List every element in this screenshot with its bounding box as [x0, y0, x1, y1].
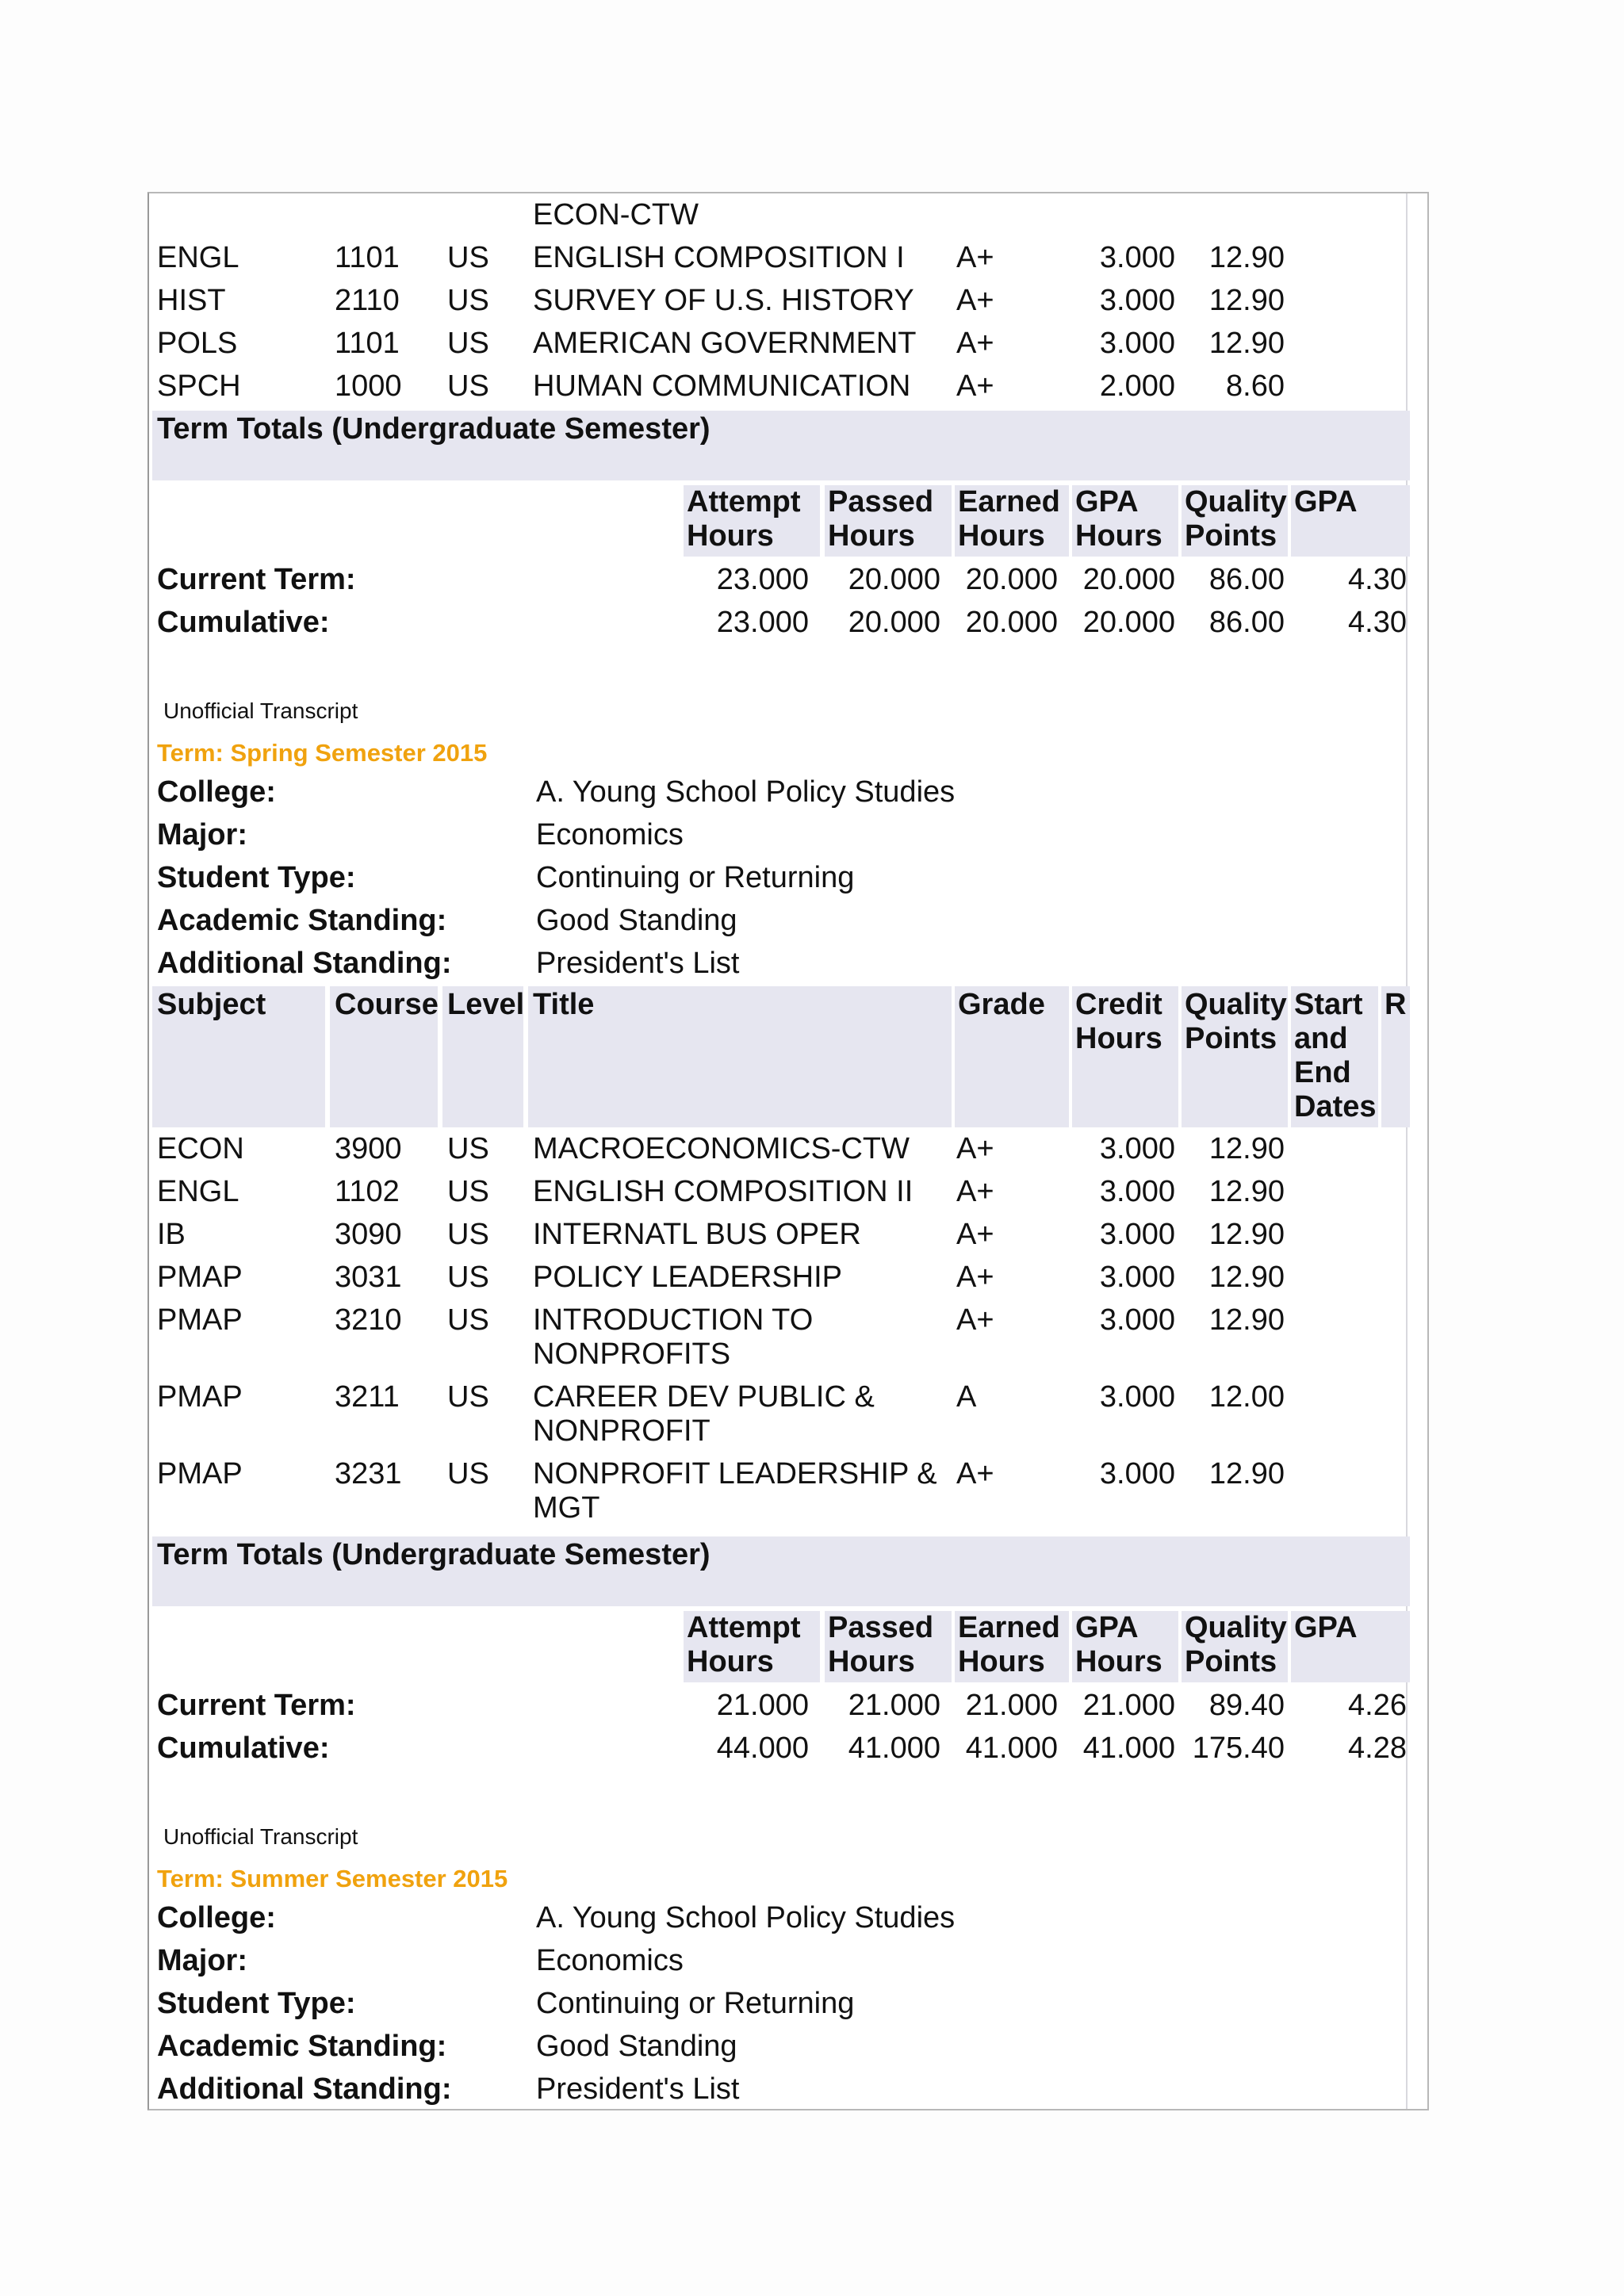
column-divider	[1406, 193, 1408, 2109]
quality-points-cell: 8.60	[1226, 369, 1285, 403]
additional-standing-value: President's List	[536, 2072, 740, 2106]
course-cell: 3211	[335, 1380, 400, 1414]
subject-cell: IB	[157, 1218, 186, 1251]
level-cell: US	[447, 284, 489, 317]
quality-points-value: 89.40	[1208, 1689, 1285, 1722]
credit-hours-header: Credit Hours	[1075, 988, 1162, 1055]
quality-points-cell: 12.90	[1208, 1132, 1285, 1165]
credit-hours-cell: 3.000	[1099, 1457, 1175, 1490]
credit-hours-cell: 3.000	[1099, 1218, 1175, 1251]
major-label: Major:	[157, 1944, 247, 1977]
earned-hours-header: Earned Hours	[958, 485, 1060, 553]
subject-cell: PMAP	[157, 1380, 243, 1414]
attempt-hours-value: 23.000	[716, 563, 809, 596]
start-end-dates-header: Start and End Dates	[1294, 988, 1377, 1123]
student-type-label: Student Type:	[157, 861, 356, 894]
subject-cell: ENGL	[157, 1175, 239, 1208]
carry-over-title: ECON-CTW	[533, 198, 699, 232]
title-cell: INTRODUCTION TO NONPROFITS	[533, 1303, 814, 1371]
course-cell: 2110	[335, 284, 400, 317]
academic-standing-value: Good Standing	[536, 2030, 737, 2063]
passed-hours-header: Passed Hours	[828, 1611, 934, 1678]
title-cell: POLICY LEADERSHIP	[533, 1261, 843, 1294]
credit-hours-cell: 3.000	[1099, 327, 1175, 360]
gpa-header: GPA	[1294, 1611, 1358, 1644]
passed-hours-value: 41.000	[848, 1732, 940, 1765]
academic-standing-value: Good Standing	[536, 904, 737, 937]
quality-points-cell: 12.90	[1208, 1175, 1285, 1208]
additional-standing-label: Additional Standing:	[157, 2072, 452, 2106]
level-cell: US	[447, 1457, 489, 1490]
grade-cell: A+	[956, 1457, 994, 1490]
term-heading: Term: Summer Semester 2015	[157, 1865, 508, 1892]
quality-points-value: 86.00	[1208, 563, 1285, 596]
course-cell: 3210	[335, 1303, 402, 1337]
grade-cell: A+	[956, 369, 994, 403]
earned-hours-header: Earned Hours	[958, 1611, 1060, 1678]
credit-hours-cell: 3.000	[1099, 1303, 1175, 1337]
college-label: College:	[157, 1901, 276, 1934]
attempt-hours-value: 23.000	[716, 606, 809, 639]
subject-cell: PMAP	[157, 1303, 243, 1337]
term-totals-title: Term Totals (Undergraduate Semester)	[157, 1538, 710, 1571]
level-cell: US	[447, 1175, 489, 1208]
quality-points-cell: 12.90	[1208, 1218, 1285, 1251]
major-value: Economics	[536, 1944, 684, 1977]
totals-row-label: Current Term:	[157, 563, 356, 596]
title-cell: MACROECONOMICS-CTW	[533, 1132, 910, 1165]
credit-hours-cell: 3.000	[1099, 241, 1175, 274]
totals-row-label: Current Term:	[157, 1689, 356, 1722]
term-heading: Term: Spring Semester 2015	[157, 739, 488, 767]
quality-points-cell: 12.90	[1208, 1303, 1285, 1337]
course-cell: 3031	[335, 1261, 402, 1294]
title-cell: ENGLISH COMPOSITION I	[533, 241, 905, 274]
level-header: Level	[447, 988, 525, 1021]
course-cell: 1101	[335, 241, 400, 274]
passed-hours-value: 21.000	[848, 1689, 940, 1722]
level-cell: US	[447, 1261, 489, 1294]
credit-hours-cell: 3.000	[1099, 284, 1175, 317]
title-header: Title	[533, 988, 595, 1021]
major-label: Major:	[157, 818, 247, 851]
level-cell: US	[447, 1218, 489, 1251]
grade-cell: A+	[956, 1303, 994, 1337]
gpa-hours-value: 21.000	[1082, 1689, 1175, 1722]
earned-hours-value: 20.000	[965, 606, 1058, 639]
level-cell: US	[447, 1380, 489, 1414]
course-cell: 1101	[335, 327, 400, 360]
title-cell: ENGLISH COMPOSITION II	[533, 1175, 914, 1208]
earned-hours-value: 41.000	[965, 1732, 1058, 1765]
subject-cell: ENGL	[157, 241, 239, 274]
totals-row-label: Cumulative:	[157, 606, 330, 639]
academic-standing-label: Academic Standing:	[157, 904, 447, 937]
quality-points-cell: 12.90	[1208, 327, 1285, 360]
gpa-hours-header: GPA Hours	[1075, 485, 1162, 553]
course-cell: 3090	[335, 1218, 402, 1251]
quality-points-value: 175.40	[1192, 1732, 1285, 1765]
subject-cell: PMAP	[157, 1457, 243, 1490]
quality-points-header: Quality Points	[1185, 1611, 1287, 1678]
title-cell: CAREER DEV PUBLIC & NONPROFIT	[533, 1380, 875, 1448]
unofficial-transcript-label: Unofficial Transcript	[163, 1824, 358, 1849]
level-cell: US	[447, 241, 489, 274]
subject-cell: HIST	[157, 284, 226, 317]
credit-hours-cell: 3.000	[1099, 1132, 1175, 1165]
credit-hours-cell: 3.000	[1099, 1175, 1175, 1208]
level-cell: US	[447, 1303, 489, 1337]
level-cell: US	[447, 369, 489, 403]
earned-hours-value: 20.000	[965, 563, 1058, 596]
gpa-hours-value: 20.000	[1082, 563, 1175, 596]
r-header: R	[1385, 988, 1407, 1021]
college-label: College:	[157, 775, 276, 809]
additional-standing-value: President's List	[536, 947, 740, 980]
level-cell: US	[447, 1132, 489, 1165]
credit-hours-cell: 2.000	[1099, 369, 1175, 403]
student-type-value: Continuing or Returning	[536, 1987, 855, 2020]
subject-cell: POLS	[157, 327, 238, 360]
gpa-header: GPA	[1294, 485, 1358, 519]
credit-hours-cell: 3.000	[1099, 1380, 1175, 1414]
totals-row-label: Cumulative:	[157, 1732, 330, 1765]
student-type-label: Student Type:	[157, 1987, 356, 2020]
grade-cell: A+	[956, 1218, 994, 1251]
quality-points-header: Quality Points	[1185, 485, 1287, 553]
course-header: Course	[335, 988, 439, 1021]
quality-points-cell: 12.90	[1208, 284, 1285, 317]
gpa-hours-value: 20.000	[1082, 606, 1175, 639]
quality-points-cell: 12.90	[1208, 241, 1285, 274]
academic-standing-label: Academic Standing:	[157, 2030, 447, 2063]
attempt-hours-value: 21.000	[716, 1689, 809, 1722]
grade-cell: A+	[956, 1261, 994, 1294]
additional-standing-label: Additional Standing:	[157, 947, 452, 980]
course-cell: 1000	[335, 369, 402, 403]
title-cell: HUMAN COMMUNICATION	[533, 369, 911, 403]
term-totals-title: Term Totals (Undergraduate Semester)	[157, 412, 710, 446]
passed-hours-value: 20.000	[848, 563, 940, 596]
grade-header: Grade	[958, 988, 1045, 1021]
subject-header: Subject	[157, 988, 266, 1021]
quality-points-value: 86.00	[1208, 606, 1285, 639]
course-cell: 1102	[335, 1175, 400, 1208]
gpa-value: 4.26	[1348, 1689, 1407, 1722]
passed-hours-header: Passed Hours	[828, 485, 934, 553]
passed-hours-value: 20.000	[848, 606, 940, 639]
student-type-value: Continuing or Returning	[536, 861, 855, 894]
course-cell: 3231	[335, 1457, 402, 1490]
attempt-hours-header: Attempt Hours	[687, 485, 801, 553]
level-cell: US	[447, 327, 489, 360]
credit-hours-cell: 3.000	[1099, 1261, 1175, 1294]
subject-cell: SPCH	[157, 369, 241, 403]
college-value: A. Young School Policy Studies	[536, 1901, 956, 1934]
gpa-value: 4.30	[1348, 606, 1407, 639]
quality-points-header: Quality Points	[1185, 988, 1287, 1055]
unofficial-transcript-label: Unofficial Transcript	[163, 698, 358, 723]
gpa-hours-value: 41.000	[1082, 1732, 1175, 1765]
transcript-page	[147, 192, 1429, 2110]
title-cell: NONPROFIT LEADERSHIP & MGT	[533, 1457, 937, 1525]
grade-cell: A	[956, 1380, 977, 1414]
course-cell: 3900	[335, 1132, 402, 1165]
gpa-hours-header: GPA Hours	[1075, 1611, 1162, 1678]
title-cell: AMERICAN GOVERNMENT	[533, 327, 917, 360]
grade-cell: A+	[956, 284, 994, 317]
title-cell: INTERNATL BUS OPER	[533, 1218, 861, 1251]
attempt-hours-header: Attempt Hours	[687, 1611, 801, 1678]
grade-cell: A+	[956, 327, 994, 360]
subject-cell: PMAP	[157, 1261, 243, 1294]
grade-cell: A+	[956, 1132, 994, 1165]
title-cell: SURVEY OF U.S. HISTORY	[533, 284, 914, 317]
gpa-value: 4.30	[1348, 563, 1407, 596]
gpa-value: 4.28	[1348, 1732, 1407, 1765]
attempt-hours-value: 44.000	[716, 1732, 809, 1765]
quality-points-cell: 12.90	[1208, 1457, 1285, 1490]
earned-hours-value: 21.000	[965, 1689, 1058, 1722]
grade-cell: A+	[956, 241, 994, 274]
college-value: A. Young School Policy Studies	[536, 775, 956, 809]
subject-cell: ECON	[157, 1132, 244, 1165]
quality-points-cell: 12.00	[1208, 1380, 1285, 1414]
major-value: Economics	[536, 818, 684, 851]
grade-cell: A+	[956, 1175, 994, 1208]
quality-points-cell: 12.90	[1208, 1261, 1285, 1294]
